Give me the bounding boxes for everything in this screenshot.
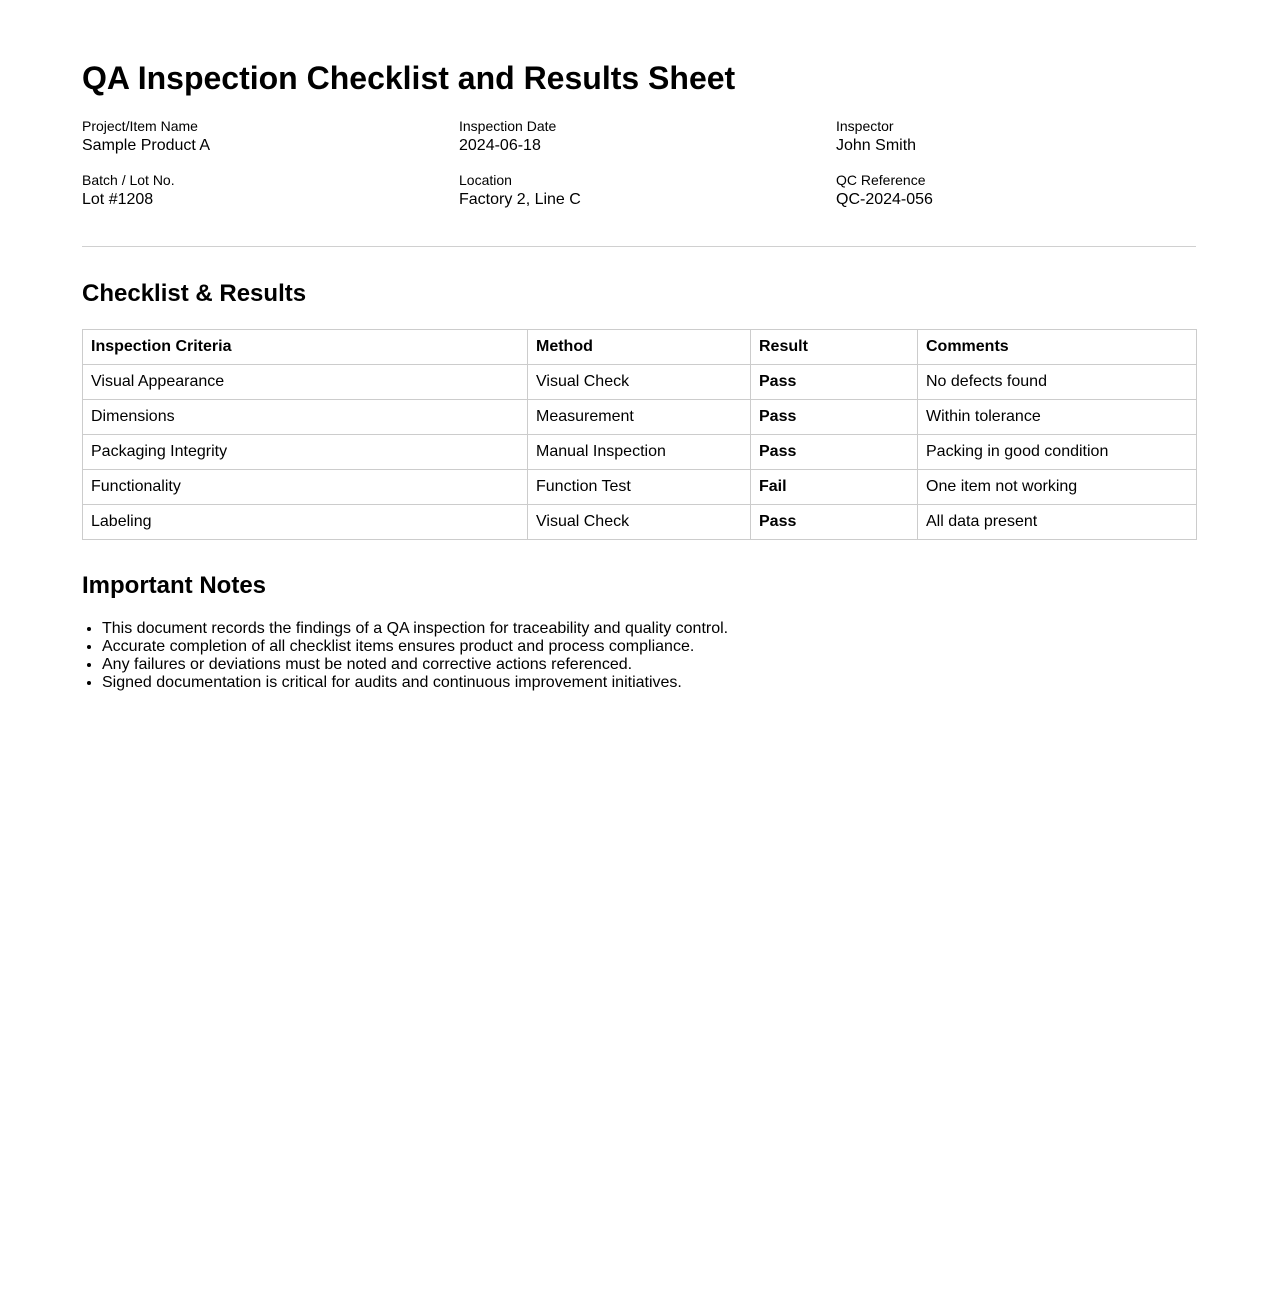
table-row	[83, 470, 1197, 505]
list-item: • This document records the findings of a QA inspection for traceability and quality control.	[102, 620, 1196, 638]
meta-value: John Smith	[836, 137, 917, 154]
meta-inspection-date	[459, 117, 836, 171]
meta-value: QC-2024-056	[836, 191, 933, 208]
comments-cell: All data present	[918, 505, 1197, 540]
criteria-cell: Visual Appearance	[83, 365, 528, 400]
result-cell: Fail	[751, 470, 918, 505]
meta-project-item-name	[82, 117, 459, 171]
meta-label: Project/Item Name	[82, 118, 198, 134]
method-cell: Function Test	[528, 470, 751, 505]
results-table	[82, 329, 1197, 540]
list-item: • Accurate completion of all checklist items ensures product and process compliance.	[102, 638, 1196, 656]
criteria-cell: Packaging Integrity	[83, 435, 528, 470]
list-item: • Any failures or deviations must be noted and corrective actions referenced.	[102, 656, 1196, 674]
criteria-cell: Functionality	[83, 470, 528, 505]
comments-cell: No defects found	[918, 365, 1197, 400]
table-row	[83, 505, 1197, 540]
list-item: • Signed documentation is critical for audits and continuous improvement initiatives.	[102, 674, 1196, 692]
table-row	[83, 365, 1197, 400]
metadata-grid	[82, 117, 1196, 225]
meta-label: Location	[459, 172, 512, 188]
meta-label: QC Reference	[836, 172, 926, 188]
meta-label: Inspection Date	[459, 118, 557, 134]
meta-value: 2024-06-18	[459, 137, 541, 154]
criteria-cell: Labeling	[83, 505, 528, 540]
method-cell: Measurement	[528, 400, 751, 435]
result-cell: Pass	[751, 400, 918, 435]
comments-cell: Within tolerance	[918, 400, 1197, 435]
section-divider	[82, 246, 1196, 247]
table-header-row	[83, 330, 1197, 365]
table-row	[83, 400, 1197, 435]
meta-location	[459, 171, 836, 225]
meta-value: Sample Product A	[82, 137, 211, 154]
notes-section-title: Important Notes	[82, 572, 267, 599]
result-cell: Pass	[751, 435, 918, 470]
column-header-method: Method	[528, 330, 751, 365]
result-cell: Pass	[751, 505, 918, 540]
meta-value: Factory 2, Line C	[459, 191, 581, 208]
checklist-section-title: Checklist & Results	[82, 280, 307, 307]
method-cell: Manual Inspection	[528, 435, 751, 470]
meta-value: Lot #1208	[82, 191, 154, 208]
method-cell: Visual Check	[528, 505, 751, 540]
table-row	[83, 435, 1197, 470]
document-title: QA Inspection Checklist and Results Sheet	[82, 60, 736, 96]
criteria-cell: Dimensions	[83, 400, 528, 435]
method-cell: Visual Check	[528, 365, 751, 400]
meta-label: Batch / Lot No.	[82, 172, 175, 188]
column-header-comments: Comments	[918, 330, 1197, 365]
meta-qc-reference	[836, 171, 1196, 225]
column-header-criteria: Inspection Criteria	[83, 330, 528, 365]
meta-batch-lot	[82, 171, 459, 225]
comments-cell: Packing in good condition	[918, 435, 1197, 470]
result-cell: Pass	[751, 365, 918, 400]
column-header-result: Result	[751, 330, 918, 365]
comments-cell: One item not working	[918, 470, 1197, 505]
meta-inspector	[836, 117, 1196, 171]
meta-label: Inspector	[836, 118, 894, 134]
notes-list	[82, 620, 1196, 692]
